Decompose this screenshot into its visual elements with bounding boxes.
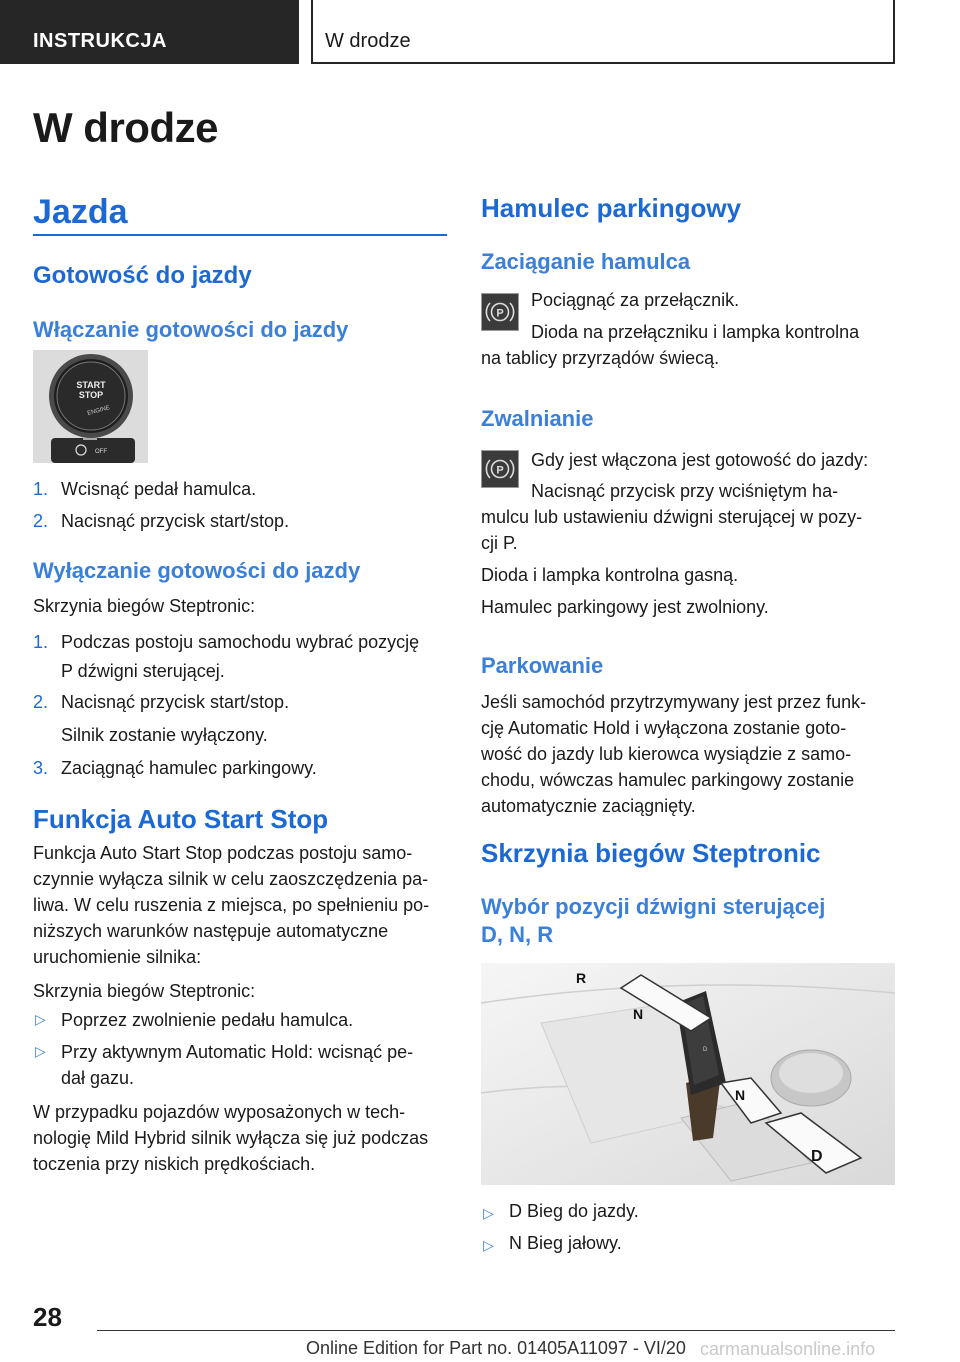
bullet-triangle-icon: ▷ <box>483 1205 494 1221</box>
zaciaganie-line: na tablicy przyrządów świecą. <box>481 348 720 368</box>
header-chapter-tab <box>311 0 895 64</box>
svg-text:P: P <box>496 464 504 477</box>
start-stop-button-image <box>33 350 148 463</box>
heading-skrzynia-biegow: Skrzynia biegów Steptronic <box>481 838 821 868</box>
gear-selector-image <box>481 963 895 1185</box>
parkowanie-line: Jeśli samochód przytrzymywany jest przez funk- <box>481 692 867 712</box>
parkowanie-line: chodu, wówczas hamulec parkingowy zostanie <box>481 770 855 790</box>
bullet-text: Poprzez zwolnienie pedału hamulca. <box>61 1010 354 1030</box>
gear-label-n-upper: N <box>633 1006 644 1022</box>
stop-label: STOP <box>78 390 104 400</box>
gear-label-d: D <box>811 1148 823 1165</box>
zwalnianie-line: Hamulec parkingowy jest zwolniony. <box>481 597 769 617</box>
gear-label-r: R <box>576 970 587 986</box>
zwalnianie-line: cji P. <box>481 533 518 553</box>
hybrid-paragraph-line: W przypadku pojazdów wyposażonych w tech- <box>33 1102 406 1122</box>
footer-edition: Online Edition for Part no. 01405A11097 - VI/20 <box>306 1338 686 1358</box>
heading-parkowanie: Parkowanie <box>481 653 604 678</box>
parkowanie-line: cję Automatic Hold i wyłączona zostanie goto- <box>481 718 847 738</box>
page-number: 28 <box>33 1302 62 1332</box>
start-stop-button-icon <box>33 350 148 463</box>
heading-jazda: Jazda <box>33 193 128 231</box>
step-text: Nacisnąć przycisk start/stop. <box>61 511 290 531</box>
engine-label: ENGINE <box>86 405 111 417</box>
heading-wylaczanie: Wyłączanie gotowości do jazdy <box>33 558 361 583</box>
auto-intro: Skrzynia biegów Steptronic: <box>33 981 256 1001</box>
auto-paragraph-line: niższych warunków następuje automatyczne <box>33 921 389 941</box>
zwalnianie-line: Dioda i lampka kontrolna gasną. <box>481 565 739 585</box>
wylaczanie-intro: Skrzynia biegów Steptronic: <box>33 596 256 616</box>
heading-wybor-pozycji-2: D, N, R <box>481 922 554 947</box>
bullet-triangle-icon: ▷ <box>35 1043 46 1059</box>
auto-paragraph-line: Funkcja Auto Start Stop podczas postoju samo- <box>33 843 413 863</box>
start-label: START <box>76 380 106 390</box>
gear-bullet-text: N Bieg jałowy. <box>509 1233 622 1253</box>
parking-brake-icon <box>481 293 519 331</box>
bullet-text: Przy aktywnym Automatic Hold: wcisnąć pe- <box>61 1042 414 1062</box>
header-section-label: INSTRUKCJA <box>33 30 167 52</box>
heading-gotowosc: Gotowość do jazdy <box>33 262 252 289</box>
bullet-triangle-icon: ▷ <box>35 1011 46 1027</box>
gear-label-n-lower: N <box>735 1087 746 1103</box>
zwalnianie-line: Gdy jest włączona jest gotowość do jazdy: <box>531 450 869 470</box>
gear-lever-icon <box>481 963 895 1185</box>
step-number: 3. <box>33 758 49 778</box>
step-number: 1. <box>33 632 49 652</box>
auto-paragraph-line: uruchomienie silnika: <box>33 947 202 967</box>
heading-zaciaganie: Zaciąganie hamulca <box>481 249 691 274</box>
step-number: 1. <box>33 479 49 499</box>
zaciaganie-line: Pociągnąć za przełącznik. <box>531 290 740 310</box>
auto-paragraph-line: czynnie wyłącza silnik w celu zaoszczędzenia pa- <box>33 869 429 889</box>
svg-text:P: P <box>496 307 504 320</box>
footer-rule <box>97 1330 895 1331</box>
step-number: 2. <box>33 511 49 531</box>
hybrid-paragraph-line: nologię Mild Hybrid silnik wyłącza się już podczas <box>33 1128 429 1148</box>
heading-zwalnianie: Zwalnianie <box>481 406 594 431</box>
section-rule <box>33 234 447 236</box>
step-result: Silnik zostanie wyłączony. <box>61 725 268 745</box>
watermark: carmanualsonline.info <box>700 1339 876 1359</box>
header-section-tab <box>0 0 299 64</box>
step-text: Zaciągnąć hamulec parkingowy. <box>61 758 317 778</box>
header-chapter-label: W drodze <box>325 30 411 52</box>
bullet-text: dał gazu. <box>61 1068 135 1088</box>
step-text: Nacisnąć przycisk start/stop. <box>61 692 290 712</box>
bullet-triangle-icon: ▷ <box>483 1237 494 1253</box>
hybrid-paragraph-line: toczenia przy niskich prędkościach. <box>33 1154 316 1174</box>
zaciaganie-line: Dioda na przełączniku i lampka kontrolna <box>531 322 860 342</box>
heading-wlaczanie: Włączanie gotowości do jazdy <box>33 317 349 342</box>
off-label: OFF <box>95 449 107 455</box>
zwalnianie-line: Nacisnąć przycisk przy wciśniętym ha- <box>531 481 839 501</box>
step-text: Podczas postoju samochodu wybrać pozycję <box>61 632 420 652</box>
zwalnianie-line: mulcu lub ustawieniu dźwigni sterującej w pozy- <box>481 507 863 527</box>
heading-hamulec-parkingowy: Hamulec parkingowy <box>481 193 742 223</box>
gear-bullet-text: D Bieg do jazdy. <box>509 1201 639 1221</box>
heading-wybor-pozycji: Wybór pozycji dźwigni sterującej <box>481 894 826 919</box>
auto-paragraph-line: liwa. W celu ruszenia z miejsca, po spełnieniu po- <box>33 895 430 915</box>
parkowanie-line: automatycznie zaciągnięty. <box>481 796 696 816</box>
svg-text:D: D <box>703 1047 708 1053</box>
parkowanie-line: wość do jazdy lub kierowca wysiądzie z samo- <box>481 744 852 764</box>
step-number: 2. <box>33 692 49 712</box>
step-text: P dźwigni sterującej. <box>61 661 225 681</box>
step-text: Wcisnąć pedał hamulca. <box>61 479 257 499</box>
page-title: W drodze <box>33 104 218 151</box>
heading-auto-start-stop: Funkcja Auto Start Stop <box>33 804 329 834</box>
parking-brake-icon <box>481 450 519 488</box>
